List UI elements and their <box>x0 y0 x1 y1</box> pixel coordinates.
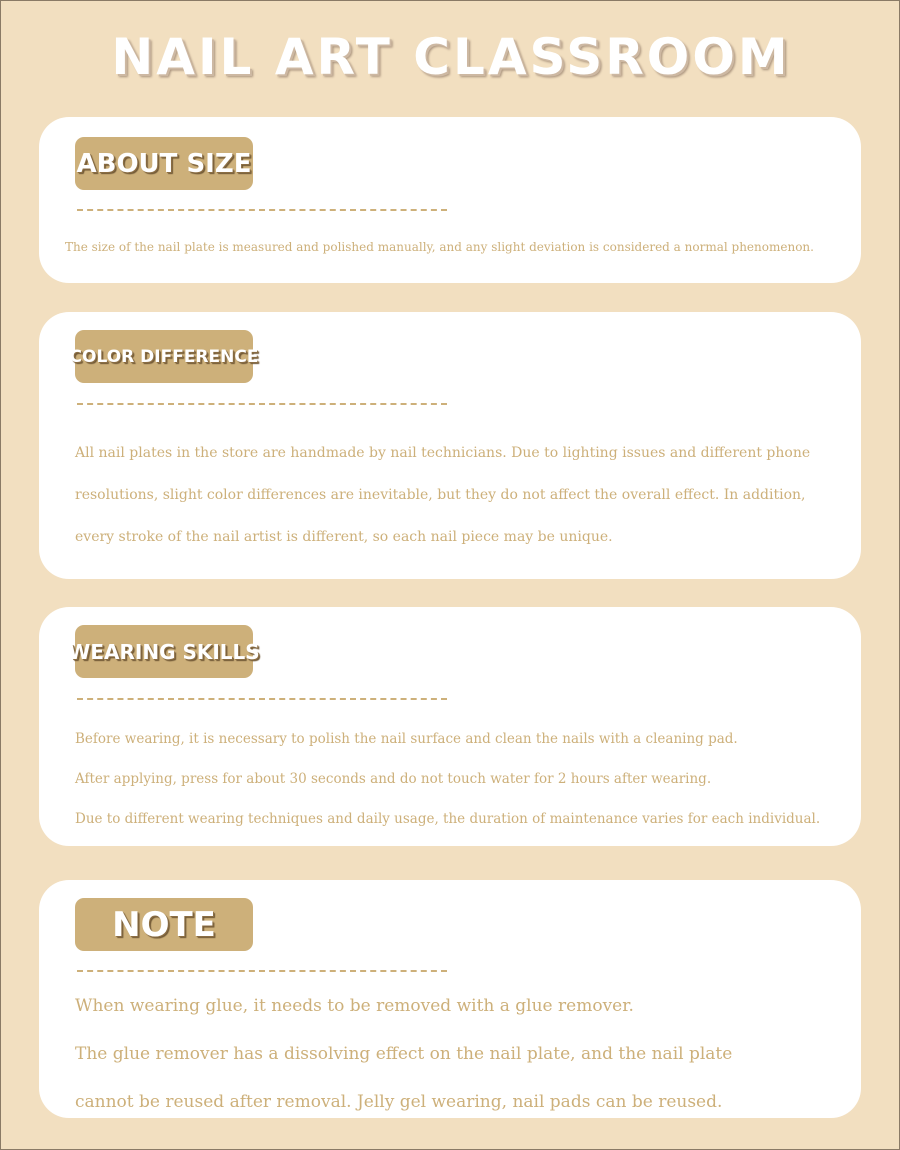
about-size-text <box>65 237 841 257</box>
color-difference-line: every stroke of the nail artist is different, so each nail piece may be unique. <box>75 529 613 545</box>
note-text <box>75 982 831 1126</box>
about-size-divider <box>77 209 447 211</box>
color-difference-divider <box>77 403 447 405</box>
wearing-skills-divider <box>77 698 447 700</box>
about-size-card <box>39 117 861 283</box>
note-label: NOTE <box>75 898 253 951</box>
note-line: When wearing glue, it needs to be removed with a glue remover. <box>75 996 634 1016</box>
wearing-skills-line: Due to different wearing techniques and daily usage, the duration of maintenance varies for each individual. <box>75 811 821 827</box>
color-difference-card <box>39 312 861 579</box>
wearing-skills-line: Before wearing, it is necessary to polish the nail surface and clean the nails with a cleaning pad. <box>75 731 738 747</box>
note-line: cannot be reused after removal. Jelly gel wearing, nail pads can be reused. <box>75 1092 723 1112</box>
color-difference-label: COLOR DIFFERENCE <box>75 330 253 383</box>
about-size-label: ABOUT SIZE <box>75 137 253 190</box>
note-line: The glue remover has a dissolving effect on the nail plate, and the nail plate <box>75 1044 733 1064</box>
note-divider <box>77 970 447 972</box>
color-difference-line: All nail plates in the store are handmade by nail technicians. Due to lighting issues and different phone <box>75 445 811 461</box>
color-difference-line: resolutions, slight color differences are inevitable, but they do not affect the overall effect. In addition, <box>75 487 806 503</box>
about-size-line: The size of the nail plate is measured and polished manually, and any slight deviation is considered a normal phenomenon. <box>65 240 814 254</box>
wearing-skills-line: After applying, press for about 30 seconds and do not touch water for 2 hours after wearing. <box>75 771 712 787</box>
page-title: NAIL ART CLASSROOM <box>111 28 791 86</box>
wearing-skills-card <box>39 607 861 846</box>
note-card <box>39 880 861 1118</box>
wearing-skills-text <box>75 719 831 839</box>
wearing-skills-label: WEARING SKILLS <box>75 625 253 678</box>
color-difference-text <box>75 432 831 558</box>
